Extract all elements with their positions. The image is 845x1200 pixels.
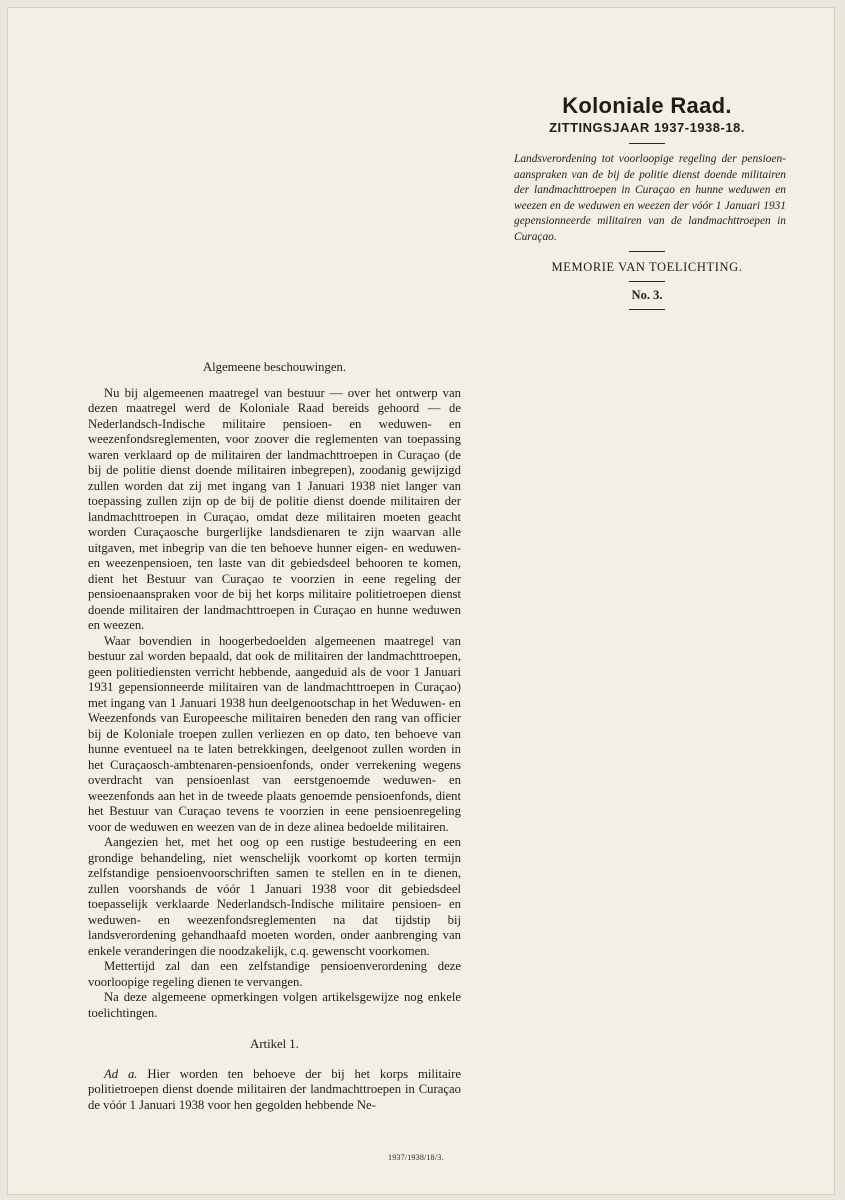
memo-heading: MEMORIE VAN TOELICHTING. bbox=[551, 260, 743, 274]
paragraph: Nu bij algemeenen maatregel van bestuur — over het ontwerp van dezen maatregel werd de Koloniale Raad bereids gehoord — de Nederlandsch-Indische militaire pensioen- en weduwen- en weezenfondsreglementen, voor zoover die reglementen van toepassing waren verklaard op de militairen der landmachttroepen in Curaçao (de bij de politie dienst doende militairen inbegrepen), zoodanig gewijzigd zullen worden dat zij met ingang van 1 Januari 1938 niet langer van toepassing zullen zijn op de bij de politie dienst doende militairen der landmachttroepen in Curaçao, omdat deze militairen moeten geacht worden Curaçaosche burgerlijke landsdienaren te zijn waarvan alle uitgaven, met inbegrip van die ten behoeve hunner eigen- en weduwen- en weezenpensioen, ten laste van dit gebiedsdeel behooren te komen, dient het Bestuur van Curaçao te voorzien in eene regeling der pensioenaanspraken voor de bij het korps militaire politietroepen dienst doende militairen der landmachttroepen in Curaçao en hunne weduwen en weezen. bbox=[88, 385, 461, 632]
article-heading: Artikel 1. bbox=[250, 1037, 299, 1051]
document-code: 1937/1938/18/3. bbox=[388, 1153, 444, 1162]
paragraph: Mettertijd zal dan een zelfstandige pensioenverordening deze voorloopige regeling dienen te vervangen. bbox=[88, 959, 461, 989]
council-title: Koloniale Raad. bbox=[562, 93, 732, 118]
body-column bbox=[88, 360, 461, 1113]
article-paragraph bbox=[88, 1067, 461, 1114]
article-text: Hier worden ten behoeve der bij het korps militaire politietroepen dienst doende militairen der landmachttroepen in Curaçao de vóór 1 Januari 1938 voor hen gegolden hebbende Ne- bbox=[88, 1066, 461, 1112]
divider bbox=[629, 251, 665, 252]
ordinance-subject: Landsverordening tot voorloopige regeling der pensioen-aanspraken van de bij de politie dienst doende militairen der landmachttroepen in Curaçao en hunne weduwen en weezen en de weduwen en weezen der vóór 1 Januari 1931 gepensionneerde militairen van de landmachttroepen in Curaçao. bbox=[514, 153, 786, 243]
divider bbox=[629, 143, 665, 144]
header-block bbox=[508, 93, 786, 316]
divider bbox=[629, 281, 665, 282]
paragraph: Na deze algemeene opmerkingen volgen artikelsgewijze nog enkele toelichtingen. bbox=[88, 990, 461, 1020]
paragraph: Aangezien het, met het oog op een rustige bestudeering en een grondige behandeling, niet wenschelijk voorkomt op korten termijn zelfstandige pensioenvoorschriften samen te stellen en in te dienen, zullen voorshands de vóór 1 Januari 1938 voor dit gebiedsdeel toepasselijk verklaarde Nederlandsch-Indische militaire pensioen- en weduwen- en weezenfondsreglementen na dat tijdstip bij landsverordening gehandhaafd moeten worden, onder aanbrenging van enkele veranderingen die noodzakelijk, c.q. gewenscht voorkomen. bbox=[88, 835, 461, 958]
document-page bbox=[8, 8, 834, 1194]
divider bbox=[629, 309, 665, 310]
section-heading: Algemeene beschouwingen. bbox=[202, 360, 347, 374]
session-year: ZITTINGSJAAR 1937-1938-18. bbox=[549, 120, 745, 135]
article-lead: Ad a. bbox=[104, 1066, 138, 1081]
memo-number: No. 3. bbox=[631, 288, 663, 302]
paragraph: Waar bovendien in hoogerbedoelden algemeenen maatregel van bestuur zal worden bepaald, dat ook de militairen der landmachttroepen, geen politiediensten verricht hebbende, aangeduid als de voor 1 Januari 1931 gepensionneerde militairen van de landmachttroepen in Curaçao) met ingang van 1 Januari 1938 hun deelgenootschap in het Weduwen- en Weezenfonds van Europeesche militairen beneden den rang van officier bij de Koloniale troepen zullen verliezen en op dato, ten behoeve van hunne eventueel na te laten betrekkingen, deelgenoot zullen worden in het Curaçaosch-ambtenaren-pensioenfonds, onder verrekening wegens overdracht van pensioenlast van eerstgenoemde weduwen- en weezenfonds aan het in de tweede plaats genoemde pensioenfonds, dient het Bestuur van Curaçao tevens te voorzien in eene pensioenregeling voor de weduwen en weezen van de in deze alinea bedoelde militairen. bbox=[88, 633, 461, 834]
